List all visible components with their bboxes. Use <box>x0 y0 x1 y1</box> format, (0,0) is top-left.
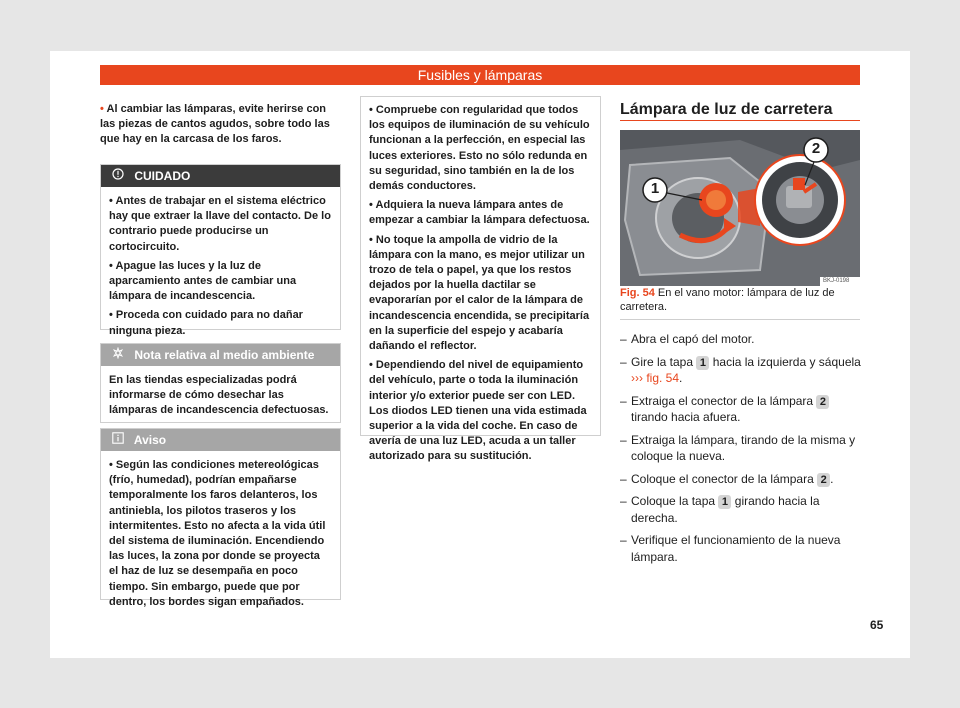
note-title: Aviso <box>133 433 167 447</box>
leaf-icon <box>111 344 125 366</box>
list-item: • Según las condiciones metereológicas (frío, humedad), podrían empañarse temporalmente los faros delanteros, los antiniebla, los pilotos traseros y los intermitentes. Esto no afecta a la vida útil del sistema de iluminación. Encendiendo las luces, la zona por donde se proyecta el haz de luz se desempaña en poco tiempo. Sin embargo, puede que por dentro, los bordes sigan empañados. <box>109 459 326 608</box>
figure-code: BKJ-0198 <box>823 278 850 284</box>
caution-box <box>100 164 341 337</box>
dash-marker: – <box>620 471 627 486</box>
list-item: – Verifique el funcionamiento de la nueva lámpara. <box>620 533 841 564</box>
headlamp-illustration <box>620 130 860 286</box>
callout-badge: 2 <box>816 395 829 409</box>
callout-badge: 2 <box>817 473 830 487</box>
callout-1: 1 <box>650 180 660 197</box>
column-1 <box>100 96 340 148</box>
list-item: • Dependiendo del nivel de equipamiento del vehículo, parte o toda la iluminación interior y/o exterior puede ser con LED. Los diodos LED tienen una vida estimada superior a la vida del coche. En caso de avería de una luz LED, acuda a un taller autorizado para su sustitución. <box>369 359 587 463</box>
column-2-box <box>360 96 601 463</box>
environment-text: En las tiendas especializadas podrá informarse de cómo desechar las lámparas de incandescencia defectuosas. <box>109 374 329 417</box>
page-number: 65 <box>870 618 884 632</box>
warning-intro-text: Al cambiar las lámparas, evite herirse con las piezas de cantos agudos, sobre todo las que hay en la carcasa de los faros. <box>100 103 330 146</box>
section-title: Lámpara de luz de carretera <box>620 101 833 118</box>
list-item: • Proceda con cuidado para no dañar ninguna pieza. <box>109 309 303 337</box>
column-2-body <box>361 97 600 465</box>
section-header: Fusibles y lámparas <box>100 65 860 85</box>
list-item: – Gire la tapa 1 hacia la izquierda y sáquela ››› fig. 54. <box>620 354 861 385</box>
list-item: • Adquiera la nueva lámpara antes de empezar a cambiar la lámpara defectuosa. <box>369 199 590 227</box>
list-item: • Apague las luces y la luz de aparcamiento antes de cambiar una lámpara de incandescencia. <box>109 259 297 303</box>
figure-label: Fig. 54 <box>620 287 655 299</box>
list-item: • Compruebe con regularidad que todos los equipos de iluminación de su vehículo funcionan a la perfección, en especial las luces exteriores. Esto no sólo redunda en su seguridad, sino también en la de los demás conductores. <box>369 104 590 193</box>
dash-marker: – <box>620 332 627 346</box>
dash-marker: – <box>620 494 627 508</box>
callout-badge: 1 <box>696 356 709 370</box>
caution-header <box>101 165 340 187</box>
list-item: • Antes de trabajar en el sistema eléctrico hay que extraer la llave del contacto. De lo contrario puede producirse un cortocircuito. <box>109 195 331 253</box>
headlamp-figure <box>620 130 860 286</box>
title-rule <box>620 120 860 121</box>
list-item: – Coloque el conector de la lámpara 2 . <box>620 471 834 486</box>
callout-2: 2 <box>811 140 821 157</box>
note-box <box>100 428 341 608</box>
list-item: – Extraiga la lámpara, tirando de la misma y coloque la nueva. <box>620 432 856 463</box>
figure-caption <box>620 287 860 320</box>
list-item: – Coloque la tapa 1 girando hacia la derecha. <box>620 494 820 525</box>
exclamation-circle-icon <box>111 165 125 187</box>
caution-body <box>101 187 340 339</box>
environment-box <box>100 343 341 423</box>
figure-link[interactable]: ››› fig. 54 <box>631 371 680 385</box>
info-icon <box>111 429 125 451</box>
list-item: • No toque la ampolla de vidrio de la lámpara con la mano, es mejor utilizar un trozo de tela o papel, ya que los restos dejados por la huella dactilar se evaporarían por el calor de la lámpara de incandescencia encendida, se precipitaría en la superficie del espejo y acabaría dañando el reflector. <box>369 233 590 353</box>
warning-intro <box>100 102 340 148</box>
dash-marker: – <box>620 393 627 408</box>
note-header <box>101 429 340 451</box>
dash-marker: – <box>620 533 627 547</box>
environment-body <box>101 366 340 419</box>
environment-header <box>101 344 340 366</box>
note-body <box>101 451 340 610</box>
environment-title: Nota relativa al medio ambiente <box>134 348 315 362</box>
figure-caption-text: En el vano motor: lámpara de luz de carretera. <box>620 287 835 313</box>
dash-marker: – <box>620 354 627 369</box>
list-item: – Abra el capó del motor. <box>620 332 755 346</box>
list-item: – Extraiga el conector de la lámpara 2 tirando hacia afuera. <box>620 393 865 426</box>
steps-list <box>620 331 865 571</box>
callout-badge: 1 <box>718 495 731 509</box>
bullet-dot: • <box>100 103 104 115</box>
caution-title: CUIDADO <box>134 169 191 183</box>
dash-marker: – <box>620 432 627 447</box>
